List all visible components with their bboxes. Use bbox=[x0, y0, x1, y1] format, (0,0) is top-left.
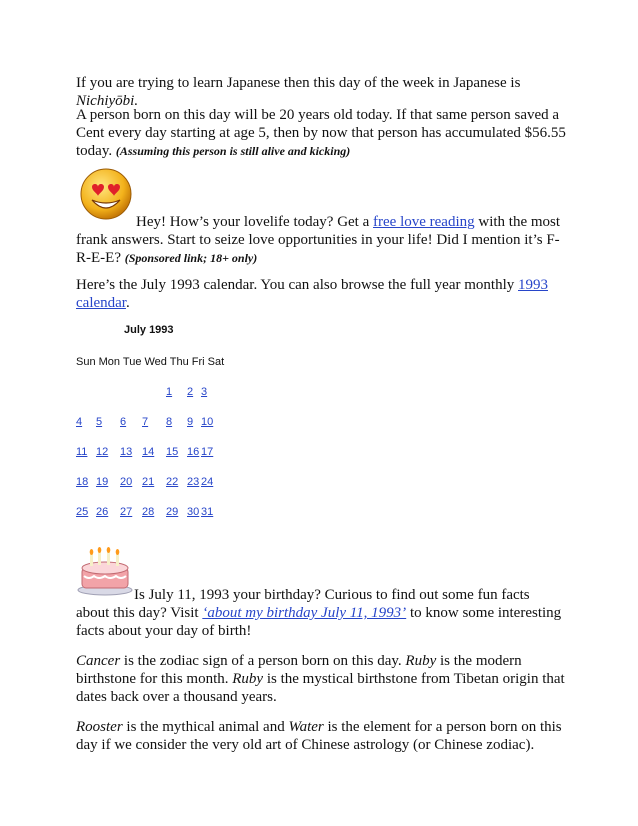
love-reading-text: Hey! How’s your lovelife today? Get a bbox=[136, 214, 374, 230]
calendar-day-17[interactable]: 17 bbox=[201, 446, 214, 458]
love-reading-paragraph bbox=[76, 213, 566, 267]
calendar-day-21[interactable]: 21 bbox=[142, 476, 155, 488]
calendar-day-25[interactable]: 25 bbox=[76, 506, 89, 518]
zodiac-text-3: is the mystical birthstone from Tibetan origin that dates back over a thousand years. bbox=[76, 671, 565, 705]
calendar-day-22[interactable]: 22 bbox=[166, 476, 179, 488]
birthday-paragraph bbox=[76, 586, 566, 640]
calendar-day-19[interactable]: 19 bbox=[96, 476, 109, 488]
japanese-day-paragraph bbox=[76, 74, 566, 110]
zodiac-sign: Cancer bbox=[76, 653, 121, 669]
age-savings-paragraph bbox=[76, 106, 566, 160]
love-reading-text-2: with the most frank answers. Start to seize love opportunities in your life! Did I mention it’s F-R-E-E? bbox=[76, 214, 561, 266]
calendar-day-14[interactable]: 14 bbox=[142, 446, 155, 458]
age-savings-note: (Assuming this person is still alive and kicking) bbox=[115, 144, 351, 158]
calendar-day-9[interactable]: 9 bbox=[187, 416, 194, 428]
calendar-day-24[interactable]: 24 bbox=[201, 476, 214, 488]
calendar-day-8[interactable]: 8 bbox=[166, 416, 173, 428]
calendar-day-29[interactable]: 29 bbox=[166, 506, 179, 518]
calendar-intro-paragraph bbox=[76, 276, 566, 312]
calendar-intro-period: . bbox=[125, 295, 130, 311]
calendar-day-15[interactable]: 15 bbox=[166, 446, 179, 458]
calendar-day-18[interactable]: 18 bbox=[76, 476, 89, 488]
calendar-day-20[interactable]: 20 bbox=[120, 476, 133, 488]
calendar-intro-text: Here’s the July 1993 calendar. You can also browse the full year monthly bbox=[76, 277, 518, 293]
calendar-day-1[interactable]: 1 bbox=[166, 386, 173, 398]
sponsored-note: (Sponsored link; 18+ only) bbox=[124, 251, 258, 265]
calendar-day-7[interactable]: 7 bbox=[142, 416, 149, 428]
calendar-day-13[interactable]: 13 bbox=[120, 446, 133, 458]
calendar-day-4[interactable]: 4 bbox=[76, 416, 83, 428]
japanese-day-word: Nichiyōbi. bbox=[76, 93, 139, 109]
chinese-text-2: is the element for a person born on this day if we consider the very old art of Chinese astrology (or Chinese zodiac). bbox=[76, 719, 562, 753]
chinese-zodiac-paragraph bbox=[76, 718, 566, 754]
zodiac-text-2: is the modern birthstone for this month. bbox=[76, 653, 522, 687]
calendar-day-5[interactable]: 5 bbox=[96, 416, 103, 428]
free-love-reading-link[interactable]: free love reading bbox=[373, 214, 475, 230]
birthday-text-2: to know some interesting facts about your day of birth! bbox=[76, 605, 562, 639]
chinese-animal: Rooster bbox=[76, 719, 123, 735]
calendar-day-3[interactable]: 3 bbox=[201, 386, 208, 398]
calendar-day-16[interactable]: 16 bbox=[187, 446, 200, 458]
calendar-day-10[interactable]: 10 bbox=[201, 416, 214, 428]
calendar-day-2[interactable]: 2 bbox=[187, 386, 194, 398]
japanese-day-text: If you are trying to learn Japanese then this day of the week in Japanese is bbox=[76, 75, 521, 91]
zodiac-paragraph bbox=[76, 652, 566, 706]
calendar-day-12[interactable]: 12 bbox=[96, 446, 109, 458]
calendar-day-11[interactable]: 11 bbox=[76, 446, 88, 458]
birthday-text: Is July 11, 1993 your birthday? Curious to find out some fun facts about this day? Visit bbox=[76, 587, 530, 621]
calendar-day-6[interactable]: 6 bbox=[120, 416, 127, 428]
calendar-day-28[interactable]: 28 bbox=[142, 506, 155, 518]
calendar-day-30[interactable]: 30 bbox=[187, 506, 200, 518]
zodiac-text-1: is the zodiac sign of a person born on this day. bbox=[120, 653, 406, 669]
calendar-weekday-header: Sun Mon Tue Wed Thu Fri Sat bbox=[76, 356, 225, 368]
calendar-day-31[interactable]: 31 bbox=[201, 506, 214, 518]
chinese-element: Water bbox=[288, 719, 324, 735]
age-savings-text: A person born on this day will be 20 years old today. If that same person saved a Cent every day starting at age 5, then by now that person has accumulated $56.55 today. bbox=[76, 107, 566, 159]
calendar-day-27[interactable]: 27 bbox=[120, 506, 133, 518]
modern-birthstone: Ruby bbox=[405, 653, 437, 669]
year-calendar-link[interactable]: 1993 calendar bbox=[76, 277, 548, 311]
calendar-title: July 1993 bbox=[124, 324, 174, 336]
calendar-day-26[interactable]: 26 bbox=[96, 506, 109, 518]
chinese-text-1: is the mythical animal and bbox=[122, 719, 289, 735]
mystical-birthstone: Ruby bbox=[232, 671, 264, 687]
calendar-day-23[interactable]: 23 bbox=[187, 476, 200, 488]
about-my-birthday-link[interactable]: ‘about my birthday July 11, 1993’ bbox=[202, 605, 407, 621]
